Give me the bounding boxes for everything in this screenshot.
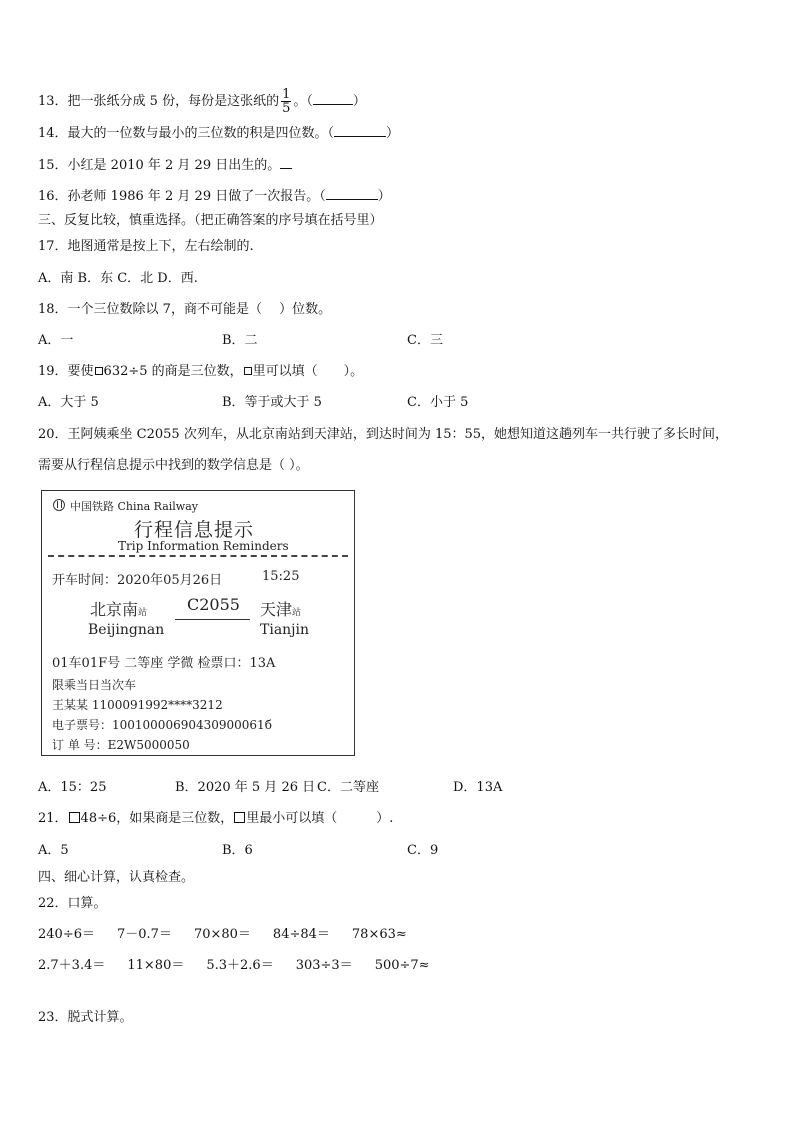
q18-option-c[interactable]: C．三 (407, 333, 443, 348)
q20-option-c[interactable]: C．二等座 (317, 780, 379, 795)
trip-info-ticket (41, 490, 355, 756)
ticket-from-station: 北京南站 (90, 600, 148, 619)
q19-option-b[interactable]: B．等于或大于 5 (222, 395, 322, 410)
q19-option-a[interactable]: A．大于 5 (38, 395, 99, 410)
answer-blank-15[interactable] (280, 156, 292, 169)
train-arrow-line (175, 619, 250, 620)
mental-math-row-1 (38, 926, 429, 944)
mental-math-item: 78×63≈ (351, 927, 407, 942)
answer-blank-16[interactable] (326, 187, 378, 200)
question-17: 17．地图通常是按上下，左右绘制的. (38, 239, 254, 254)
question-18: 18．一个三位数除以 7，商不可能是（ ）位数。 (38, 302, 332, 317)
question-20-line-1: 20．王阿姨乘坐 C2055 次列车，从北京南站到天津站，到达时间为 15：55，她想知道这趟列车一共行驶了多长时间， (38, 427, 729, 442)
ticket-depart-date: 开车时间：2020年05月26日 (52, 573, 223, 588)
question-22: 22．口算。 (38, 896, 107, 911)
question-19: 19．要使 632÷5 的商是三位数， 里可以填（ ）。 (38, 364, 364, 379)
mental-math-item: 303÷3＝ (295, 958, 353, 973)
mental-math-item: 84÷84＝ (272, 927, 330, 942)
ticket-note: 限乘当日当次车 (52, 678, 137, 692)
q19-option-c[interactable]: C．小于 5 (407, 395, 469, 410)
q21-option-b[interactable]: B．6 (222, 843, 253, 858)
question-20-line-2: 需要从行程信息提示中找到的数学信息是（ ）。 (38, 458, 309, 473)
ticket-title-cn: 行程信息提示 (134, 519, 255, 541)
ticket-title-en: Trip Information Reminders (118, 539, 289, 553)
q20-option-d[interactable]: D．13A (453, 780, 503, 795)
fraction-one-fifth: $\frac{1}{5}$ (282, 87, 291, 116)
q21-option-c[interactable]: C．9 (407, 843, 439, 858)
question-15: 15．小红是 2010 年 2 月 29 日出生的。 (38, 156, 292, 175)
blank-box[interactable] (244, 367, 252, 375)
section-4-heading: 四、细心计算，认真检查。 (38, 870, 195, 885)
answer-blank-13[interactable] (313, 92, 353, 105)
question-23: 23．脱式计算。 (38, 1010, 133, 1025)
mental-math-item: 240÷6＝ (38, 927, 95, 942)
ticket-divider (48, 555, 348, 557)
question-14: 14．最大的一位数与最小的三位数的积是四位数。（ ） (38, 126, 400, 141)
mental-math-row-2 (38, 957, 452, 975)
ticket-passenger: 王某某 1100091992****3212 (52, 698, 223, 712)
ticket-brand: 中国铁路 China Railway (70, 500, 198, 513)
blank-box[interactable] (69, 812, 80, 823)
ticket-to-en: Tianjin (260, 622, 310, 638)
ticket-seat-info: 01车01F号 二等座 学微 检票口：13A (52, 656, 276, 671)
mental-math-item: 2.7＋3.4＝ (38, 958, 106, 973)
blank-box[interactable] (95, 367, 103, 375)
ticket-eticket-number: 电子票号：10010000690430900061б (52, 718, 272, 732)
ticket-depart-time: 15:25 (262, 569, 300, 584)
q20-option-b[interactable]: B．2020 年 5 月 26 日 (175, 780, 316, 795)
mental-math-item: 5.3＋2.6＝ (206, 958, 274, 973)
q18-option-a[interactable]: A．一 (38, 333, 74, 348)
china-railway-logo-icon (53, 499, 65, 511)
mental-math-item: 500÷7≈ (374, 958, 430, 973)
mental-math-item: 70×80＝ (193, 927, 251, 942)
mental-math-item: 7－0.7＝ (116, 927, 172, 942)
q17-options: A．南 B．东 C．北 D．西. (38, 271, 198, 286)
q18-option-b[interactable]: B．二 (222, 333, 258, 348)
ticket-from-en: Beijingnan (88, 622, 165, 638)
question-21: 21． 48÷6，如果商是三位数， 里最小可以填（ ）. (38, 811, 394, 826)
q21-option-a[interactable]: A．5 (38, 843, 69, 858)
question-16: 16．孙老师 1986 年 2 月 29 日做了一次报告。（ ） (38, 189, 391, 204)
answer-blank-14[interactable] (334, 124, 386, 137)
mental-math-item: 11×80＝ (127, 958, 185, 973)
q13-text: 13．把一张纸分成 5 份，每份是这张纸的 (38, 94, 280, 109)
ticket-order-number: 订 单 号：E2W5000050 (52, 738, 190, 752)
question-13: 13．把一张纸分成 5 份，每份是这张纸的 $\frac{1}{5}$ 。（ ） (38, 87, 366, 116)
ticket-to-station: 天津站 (260, 600, 302, 619)
blank-box[interactable] (234, 812, 245, 823)
section-3-heading: 三、反复比较，慎重选择。（把正确答案的序号填在括号里） (38, 213, 383, 228)
q20-option-a[interactable]: A．15：25 (38, 780, 107, 795)
ticket-train-number: C2055 (187, 595, 240, 614)
